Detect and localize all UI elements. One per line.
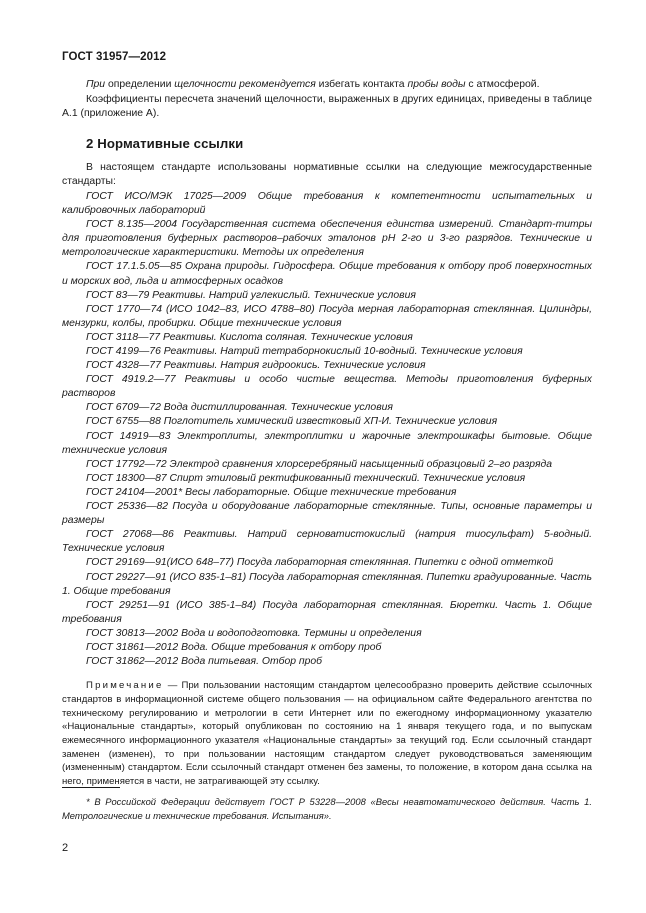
reference-item: ГОСТ 27068—86 Реактивы. Натрий серноватистокислый (натрия тиосульфат) 5-водный. Технические условия (62, 529, 592, 555)
reference-item: ГОСТ 31861—2012 Вода. Общие требования к отбору проб (86, 641, 382, 653)
reference-item: ГОСТ 4328—77 Реактивы. Натрия гидроокись. Технические условия (86, 360, 426, 372)
reference-item: ГОСТ 17792—72 Электрод сравнения хлорсеребряный насыщенный образцовый 2–го разряда (86, 458, 553, 470)
reference-item: ГОСТ 24104—2001* Весы лабораторные. Общие технические требования (86, 486, 457, 498)
reference-item: ГОСТ 14919—83 Электроплиты, электроплитки и жарочные электрошкафы бытовые. Общие технические условия (62, 430, 592, 456)
intro-text-1: При (86, 79, 106, 90)
intro-text-2: определении (105, 79, 175, 90)
intro-paragraph-2: Коэффициенты пересчета значений щелочности, выраженных в других единицах, приведены в таблице А.1 (приложение А). (62, 93, 592, 120)
note-paragraph (62, 679, 592, 789)
footnote: * В Российской Федерации действует ГОСТ Р 53228—2008 «Весы неавтоматического действия. Часть 1. Метрологические и технические требования. Испытания». (62, 796, 592, 821)
reference-item: ГОСТ 29251—91 (ИСО 385-1–84) Посуда лабораторная стеклянная. Бюретки. Часть 1. Общие требования (62, 599, 592, 625)
reference-item: ГОСТ 18300—87 Спирт этиловый ректификованный технический. Технические условия (86, 472, 526, 484)
intro-paragraph-1 (62, 78, 592, 93)
page-header-title: ГОСТ 31957—2012 (62, 51, 167, 63)
reference-item: ГОСТ 8.135—2004 Государственная система обеспечения единства измерений. Стандарт-титры для приготовления буферных растворов–рабочих эталонов pH 2-го и 3-го разрядов. Технические и метрологические характеристики. Методы их определения (62, 219, 592, 259)
section-heading: 2 Нормативные ссылки (86, 135, 244, 151)
intro-text-4: избегать контакта (315, 79, 408, 90)
reference-item: ГОСТ 4199—76 Реактивы. Натрий тетраборнокислый 10-водный. Технические условия (86, 346, 523, 357)
footnote-divider (62, 787, 120, 788)
reference-item: ГОСТ 4919.2—77 Реактивы и особо чистые вещества. Методы приготовления буферных растворов (62, 374, 592, 400)
reference-item: ГОСТ 29227—91 (ИСО 835-1–81) Посуда лабораторная стеклянная. Пипетки градуированные. Часть 1. Общие требования (62, 571, 592, 597)
references-list (62, 190, 592, 669)
reference-item: ГОСТ 1770—74 (ИСО 1042–83, ИСО 4788–80) Посуда мерная лабораторная стеклянная. Цилиндры, мензурки, колбы, пробирки. Общие технические условия (62, 303, 592, 329)
reference-item: ГОСТ 29169—91(ИСО 648–77) Посуда лабораторная стеклянная. Пипетки с одной отметкой (86, 557, 554, 569)
reference-item: ГОСТ 6709—72 Вода дистиллированная. Технические условия (86, 402, 393, 414)
intro-text-5: пробы воды (407, 79, 466, 90)
intro-text-3: щелочности рекомендуется (174, 79, 316, 90)
note-text: — При пользовании настоящим стандартом целесообразно проверить действие ссылочных стандартов в информационной системе общего пользования — на официальном сайте Федерального агентства по техническому регулированию и метрологии в сети Интернет или по ежегодному информационному указателю «Национальные стандарты», который опубликован по состоянию на 1 января текущего года, и по выпускам ежемесячного информационного указателя «Национальные стандарты» за текущий год. Если ссылочный стандарт заменен (изменен), то при пользовании настоящим стандартом следует руководствоваться заменяющим (измененным) стандартом. Если ссылочный стандарт отменен без замены, то положение, в котором дана ссылка на него, применяется в части, не затрагивающей эту ссылку. (62, 680, 592, 788)
reference-item: ГОСТ 30813—2002 Вода и водоподготовка. Термины и определения (86, 627, 422, 639)
reference-item: ГОСТ ИСО/МЭК 17025—2009 Общие требования к компетентности испытательных и калибровочных лабораторий (62, 190, 592, 217)
reference-item: ГОСТ 17.1.5.05—85 Охрана природы. Гидросфера. Общие требования к отбору проб поверхностных и морских вод, льда и атмосферных осадков (62, 261, 592, 287)
reference-item: ГОСТ 31862—2012 Вода питьевая. Отбор проб (86, 656, 323, 668)
page-content (62, 74, 592, 798)
page-number: 2 (62, 842, 69, 854)
section-lead: В настоящем стандарте использованы нормативные ссылки на следующие межгосударственные стандарты: (62, 161, 592, 188)
intro-text-6: с атмосферой. (465, 79, 540, 90)
reference-item: ГОСТ 25336—82 Посуда и оборудование лабораторные стеклянные. Типы, основные параметры и размеры (62, 501, 592, 527)
note-label: Примечание (86, 680, 164, 692)
reference-item: ГОСТ 6755—88 Поглотитель химический известковый ХП-И. Технические условия (86, 416, 498, 428)
reference-item: ГОСТ 3118—77 Реактивы. Кислота соляная. Технические условия (86, 331, 413, 343)
reference-item: ГОСТ 83—79 Реактивы. Натрий углекислый. Технические условия (86, 289, 416, 301)
